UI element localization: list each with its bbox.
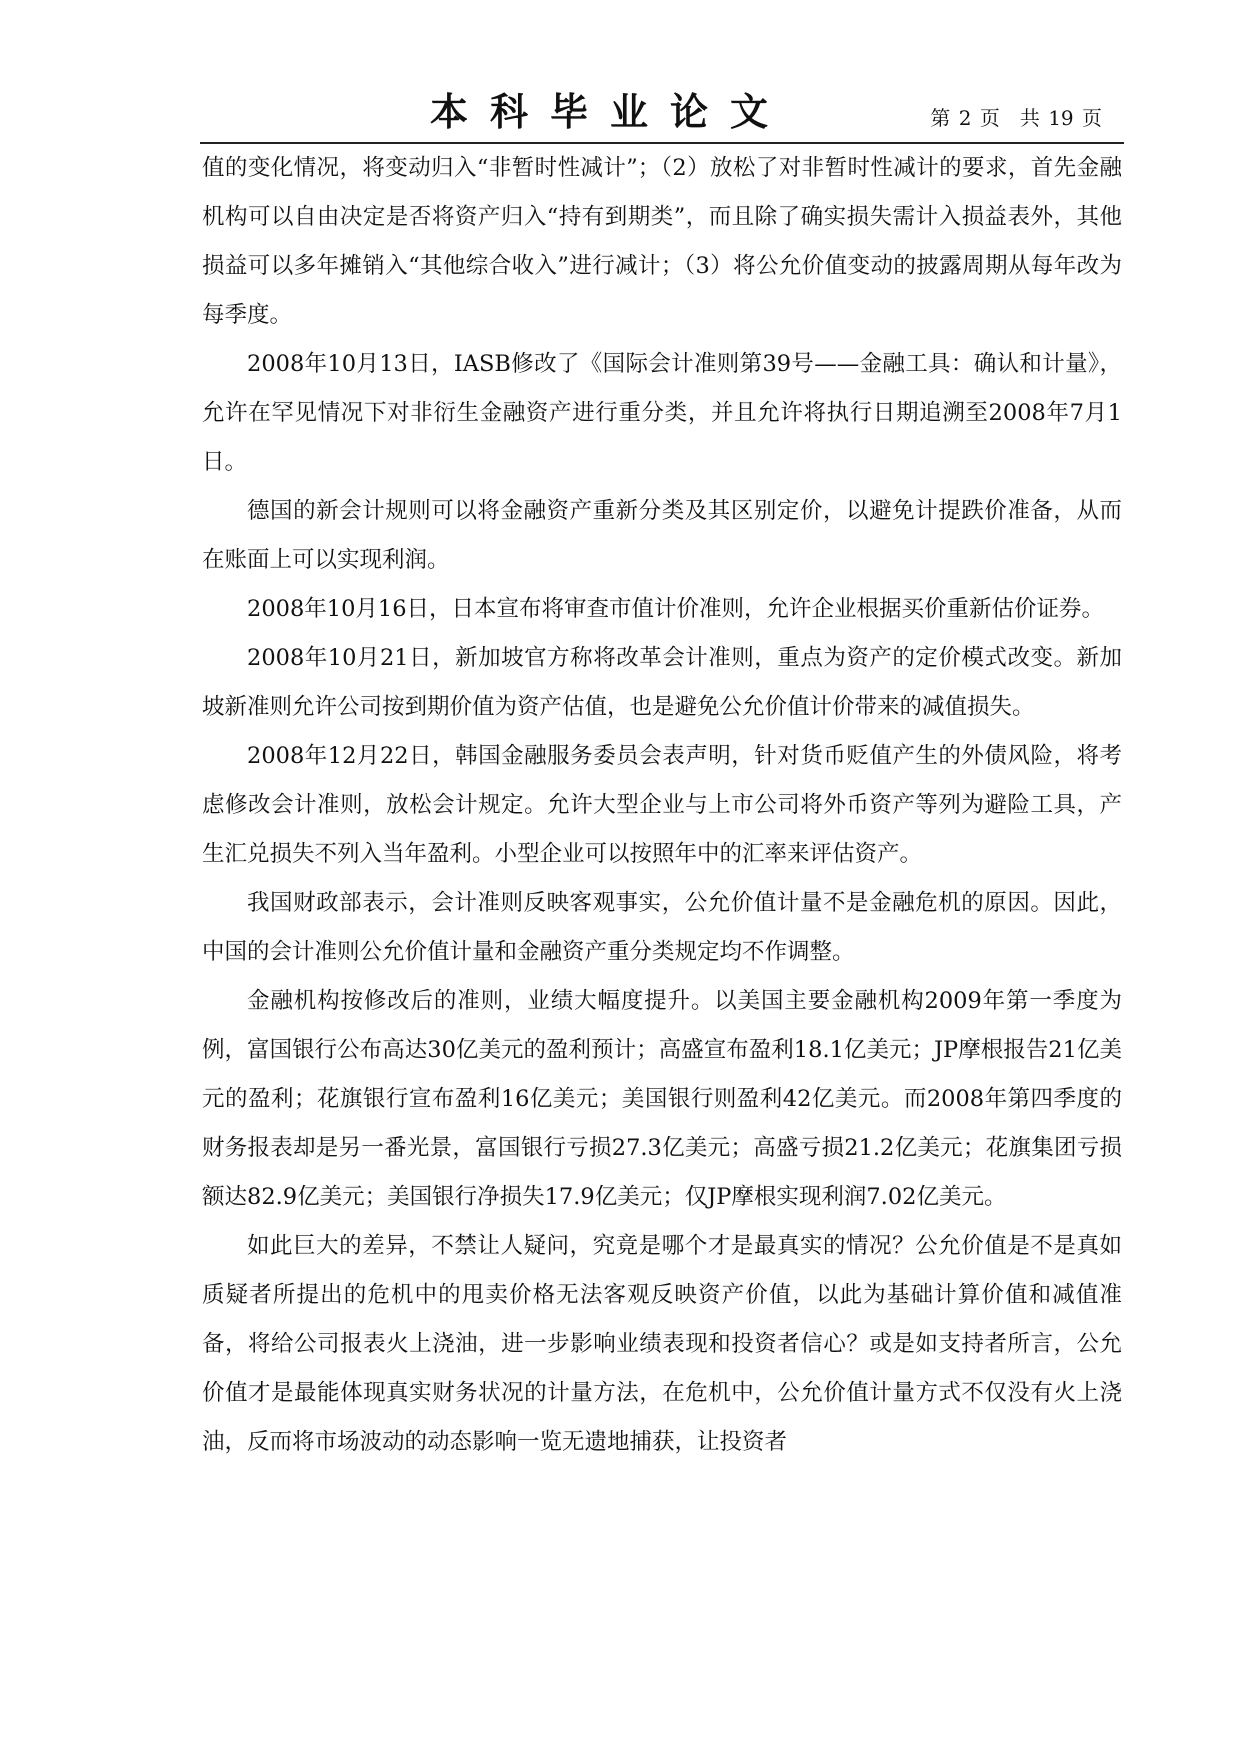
total-pages: 19 <box>1048 106 1074 130</box>
paragraph-question: 如此巨大的差异，不禁让人疑问，究竟是哪个才是最真实的情况？公允价值是不是真如质疑者所提出的危机中的甩卖价格无法客观反映资产价值，以此为基础计算价值和减值准备，将给公司报表火上浇油，进一步影响业绩表现和投资者信心？或是如支持者所言，公允价值才是最能体现真实财务状况的计量方法，在危机中，公允价值计量方式不仅没有火上浇油，反而将市场波动的动态影响一览无遗地捕获，让投资者 <box>202 1233 1122 1455</box>
document-body <box>202 144 1122 1467</box>
paragraph-bank-results: 金融机构按修改后的准则，业绩大幅度提升。以美国主要金融机构2009年第一季度为例，富国银行公布高达30亿美元的盈利预计；高盛宣布盈利18.1亿美元；JP摩根报告21亿美元的盈利；花旗银行宣布盈利16亿美元；美国银行则盈利42亿美元。而2008年第四季度的财务报表却是另一番光景，富国银行亏损27.3亿美元；高盛亏损21.2亿美元；花旗集团亏损额达82.9亿美元；美国银行净损失17.9亿美元；仅JP摩根实现利润7.02亿美元。 <box>202 988 1122 1210</box>
page-header <box>200 82 1124 144</box>
page-number: 2 <box>958 106 972 130</box>
paragraph-iasb-amendment: 2008年10月13日，IASB修改了《国际会计准则第39号——金融工具：确认和计量》，允许在罕见情况下对非衍生金融资产进行重分类，并且允许将执行日期追溯至2008年7月1日。 <box>202 351 1122 475</box>
header-title: 本科毕业论文 <box>430 90 791 134</box>
paragraph-china: 我国财政部表示，会计准则反映客观事实，公允价值计量不是金融危机的原因。因此，中国的会计准则公允价值计量和金融资产重分类规定均不作调整。 <box>202 890 1122 965</box>
paragraph-singapore: 2008年10月21日，新加坡官方称将改革会计准则，重点为资产的定价模式改变。新加坡新准则允许公司按到期价值为资产估值，也是避免公允价值计价带来的减值损失。 <box>202 645 1122 720</box>
paragraph-korea: 2008年12月22日，韩国金融服务委员会表声明，针对货币贬值产生的外债风险，将考虑修改会计准则，放松会计规定。允许大型企业与上市公司将外币资产等列为避险工具，产生汇兑损失不列入当年盈利。小型企业可以按照年中的汇率来评估资产。 <box>202 743 1122 867</box>
page-label-suffix: 页 <box>1082 106 1102 130</box>
page-label-mid: 页 共 <box>979 106 1040 130</box>
paragraph-japan: 2008年10月16日，日本宣布将审查市值计价准则，允许企业根据买价重新估价证券。 <box>247 596 1105 622</box>
paragraph-continuation: 值的变化情况，将变动归入“非暂时性减计”；（2）放松了对非暂时性减计的要求，首先金融机构可以自由决定是否将资产归入“持有到期类”，而且除了确实损失需计入损益表外，其他损益可以多年摊销入“其他综合收入”进行减计；（3）将公允价值变动的披露周期从每年改为每季度。 <box>202 155 1122 328</box>
page-label-prefix: 第 <box>930 106 951 130</box>
paragraph-germany: 德国的新会计规则可以将金融资产重新分类及其区别定价，以避免计提跌价准备，从而在账面上可以实现利润。 <box>202 498 1122 573</box>
page-indicator <box>928 104 1102 132</box>
